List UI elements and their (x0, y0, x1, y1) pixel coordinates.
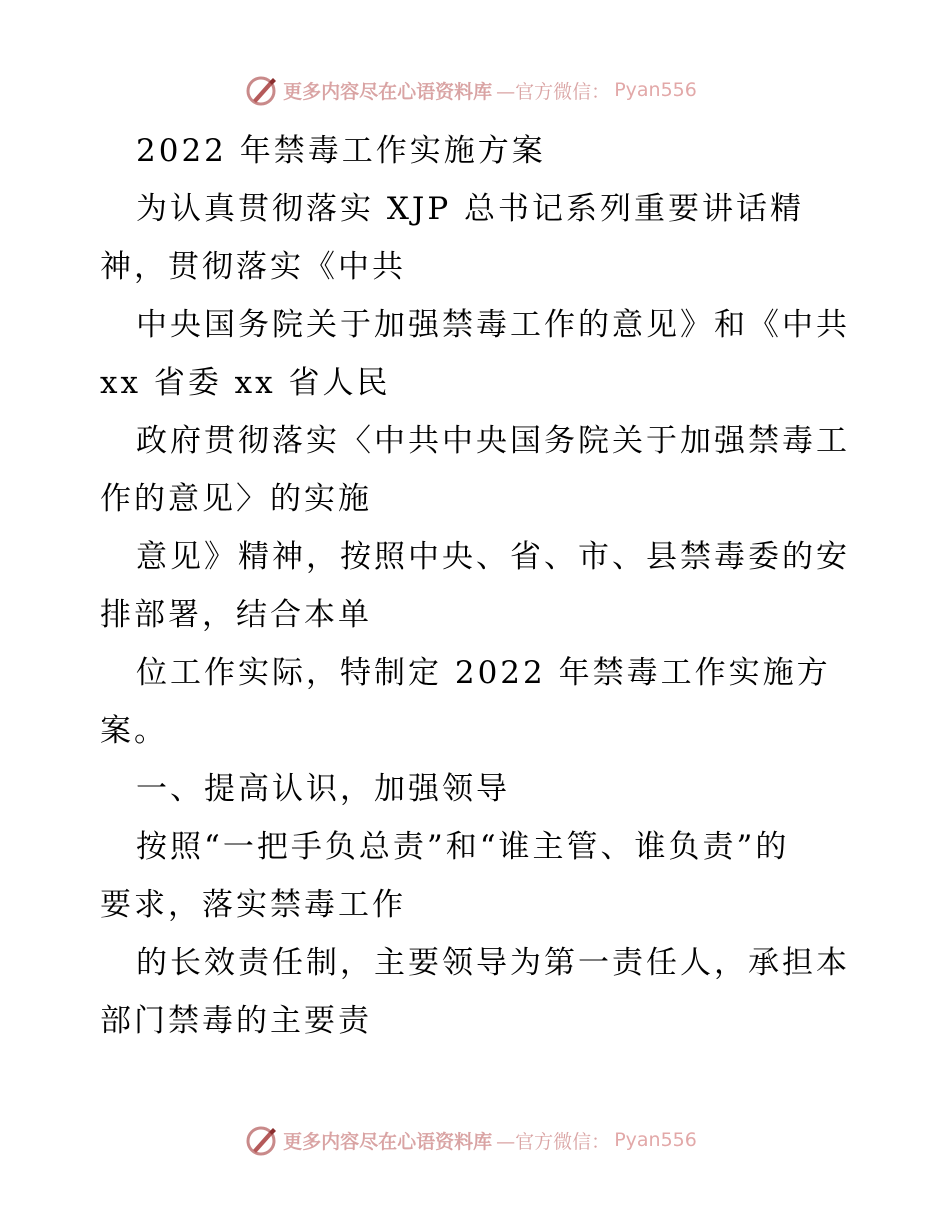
watermark-group (243, 72, 697, 108)
text-line: 要求，落实禁毒工作 (100, 887, 406, 923)
text-line: 部门禁毒的主要责 (100, 1003, 372, 1039)
text-line: 的长效责任制，主要领导为第一责任人，承担本 (136, 945, 850, 981)
document-title: 2022 年禁毒工作实施方案 (136, 133, 546, 169)
text-line: 神，贯彻落实《中共 (100, 249, 406, 285)
text-line: xx 省委 xx 省人民 (100, 365, 391, 401)
text-line: 为认真贯彻落实 XJP 总书记系列重要讲话精 (136, 191, 805, 227)
watermark-group (243, 1122, 697, 1158)
text-line: 案。 (100, 713, 168, 749)
text-line: 中央国务院关于加强禁毒工作的意见》和《中共 (136, 307, 850, 343)
footer-watermark (0, 1120, 950, 1160)
header-watermark (0, 70, 950, 110)
pen-logo-icon (243, 1122, 279, 1158)
pen-logo-icon (243, 72, 279, 108)
text-line: 位工作实际，特制定 2022 年禁毒工作实施方 (136, 655, 831, 691)
document-body (100, 122, 870, 1050)
watermark-wechat-id: Pyan556 (614, 1129, 697, 1151)
text-line: 作的意见〉的实施 (100, 481, 372, 517)
text-line: 按照“一把手负总责”和“谁主管、谁负责”的 (136, 829, 790, 865)
text-line: 意见》精神，按照中央、省、市、县禁毒委的安 (136, 539, 850, 575)
text-line: 政府贯彻落实〈中共中央国务院关于加强禁毒工 (136, 423, 850, 459)
section-heading: 一、提高认识，加强领导 (136, 771, 510, 807)
watermark-text: 更多内容尽在心语资料库 (283, 80, 493, 103)
text-line: 排部署，结合本单 (100, 597, 372, 633)
watermark-wechat-id: Pyan556 (614, 79, 697, 101)
watermark-text: 更多内容尽在心语资料库 (283, 1130, 493, 1153)
watermark-separator: —官方微信： (496, 1130, 611, 1153)
watermark-separator: —官方微信： (496, 80, 611, 103)
